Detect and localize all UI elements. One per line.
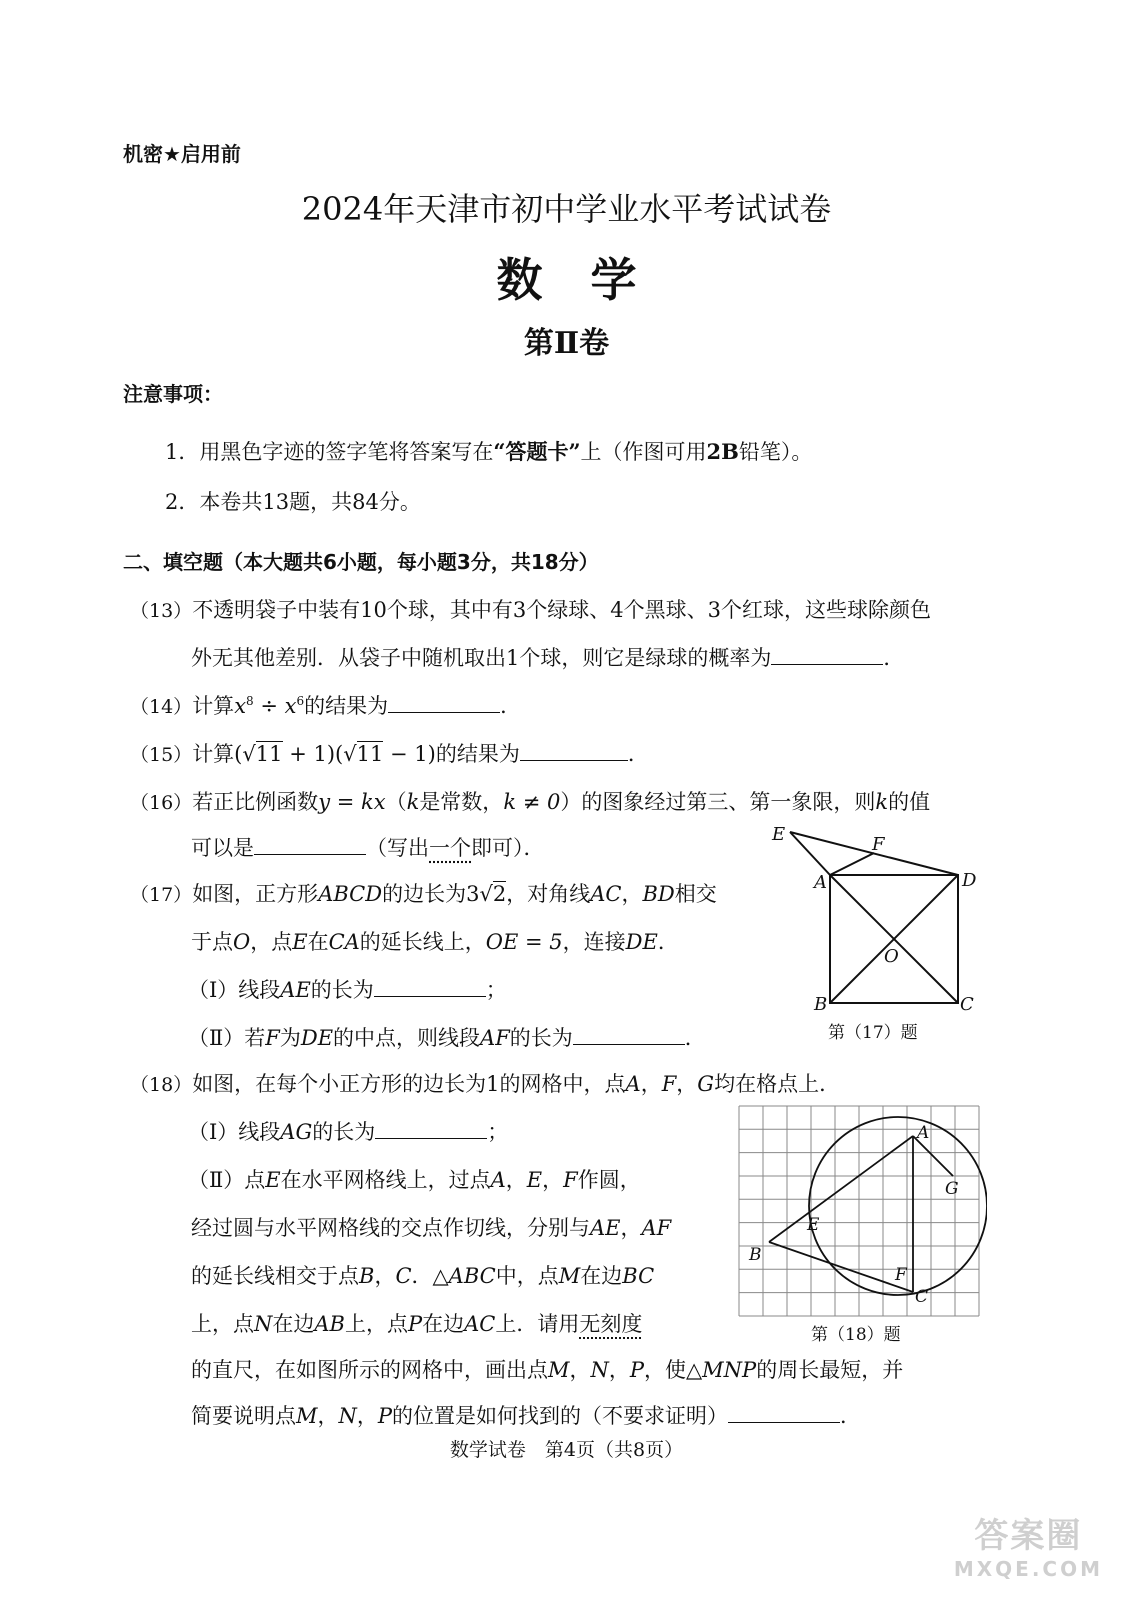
label-c: C [960, 994, 974, 1015]
label-b: B [814, 994, 828, 1015]
question-16-line-1: （16）若正比例函数y = kx（k是常数，k ≠ 0）的图象经过第三、第一象限，则k的值 [130, 790, 931, 814]
label-a: A [814, 872, 827, 893]
answer-blank[interactable] [254, 834, 366, 855]
answer-blank[interactable] [573, 1024, 685, 1045]
answer-blank[interactable] [375, 1118, 487, 1139]
question-18-part-2-line-4: 上，点N在边AB上，点P在边AC上．请用无刻度 [191, 1312, 643, 1336]
answer-blank[interactable] [374, 976, 486, 997]
question-13-line-1: （13）不透明袋子中装有10个球，其中有3个绿球、4个黑球、3个红球，这些球除颜色 [130, 598, 931, 622]
label-c: C [915, 1287, 929, 1307]
label-a: A [917, 1123, 930, 1143]
watermark: 答案圈 MXQE.COM [953, 1516, 1103, 1581]
question-18-part-2-line-1: （Ⅱ）点E在水平网格线上，过点A，E，F作圆， [188, 1168, 641, 1192]
notice-item-1: 1．用黑色字迹的签字笔将答案写在“答题卡”上（作图可用2B铅笔）。 [165, 439, 813, 464]
label-e: E [772, 824, 786, 845]
question-18-part-2-line-3: 的延长线相交于点B，C．△ABC中，点M在边BC [191, 1264, 655, 1288]
subject-title: 数学 [496, 253, 685, 307]
question-18-part-2-line-5: 的直尺，在如图所示的网格中，画出点M，N，P，使△MNP的周长最短，并 [191, 1358, 904, 1382]
question-17-line-1: （17）如图，正方形ABCD的边长为3√2，对角线AC，BD相交 [130, 882, 717, 906]
grid [739, 1106, 979, 1316]
sqrt-symbol: √ [242, 742, 256, 766]
label-g: G [945, 1179, 959, 1199]
question-18-part-1: （Ⅰ）线段AG的长为 ； [188, 1120, 509, 1144]
question-15: （15）计算(√11 + 1)(√11 − 1)的结果为 ． [130, 742, 649, 766]
question-17-line-2: 于点O，点E在CA的延长线上，OE = 5，连接DE． [191, 930, 679, 954]
answer-blank[interactable] [728, 1402, 840, 1423]
answer-blank[interactable] [388, 692, 500, 713]
segment-ea [790, 832, 830, 875]
question-17-part-2: （Ⅱ）若F为DE的中点，则线段AF的长为 ． [188, 1026, 706, 1050]
question-18-part-2-line-2: 经过圆与水平网格线的交点作切线，分别与AE，AF [191, 1216, 672, 1240]
question-14: （14）计算$x^8 \div x^6$的结果为 ． [130, 694, 522, 718]
label-e: E [807, 1215, 820, 1235]
label-b: B [749, 1245, 762, 1265]
segment-ab [769, 1136, 913, 1242]
segment-bc [769, 1242, 913, 1292]
label-d: D [962, 870, 977, 891]
sqrt-symbol: √ [343, 742, 357, 766]
figure-17 [760, 820, 990, 1045]
label-f: F [872, 834, 885, 855]
question-18-part-2-line-6: 简要说明点M，N，P的位置是如何找到的（不要求证明） ． [191, 1404, 862, 1428]
figure-18-caption: 第（18）题 [811, 1325, 901, 1345]
figure-17-caption: 第（17）题 [828, 1023, 918, 1043]
question-16-line-2: 可以是 （写出一个即可）． [191, 836, 545, 860]
answer-blank[interactable] [771, 644, 883, 665]
question-18-line-1: （18）如图，在每个小正方形的边长为1的网格中，点A，F，G均在格点上． [130, 1072, 841, 1096]
notice-item-2: 2．本卷共13题，共84分。 [165, 490, 421, 514]
sqrt-symbol: √ [479, 882, 493, 906]
secret-label: 机密★启用前 [123, 142, 241, 166]
label-f: F [895, 1265, 907, 1285]
label-o: O [884, 946, 899, 967]
answer-blank[interactable] [520, 740, 628, 761]
question-17-part-1: （Ⅰ）线段AE的长为 ； [188, 978, 507, 1002]
volume-title: 第Ⅱ卷 [523, 326, 610, 361]
figure-18 [735, 1102, 987, 1348]
section-heading: 二、填空题（本大题共6小题，每小题3分，共18分） [123, 550, 599, 574]
page-footer: 数学试卷 第4页（共8页） [449, 1439, 684, 1461]
notice-heading: 注意事项： [123, 382, 223, 406]
segment-af [830, 853, 874, 875]
question-13-line-2: 外无其他差别．从袋子中随机取出1个球，则它是绿球的概率为 ． [191, 646, 905, 670]
exam-title: 2024年天津市初中学业水平考试试卷 [301, 190, 832, 228]
